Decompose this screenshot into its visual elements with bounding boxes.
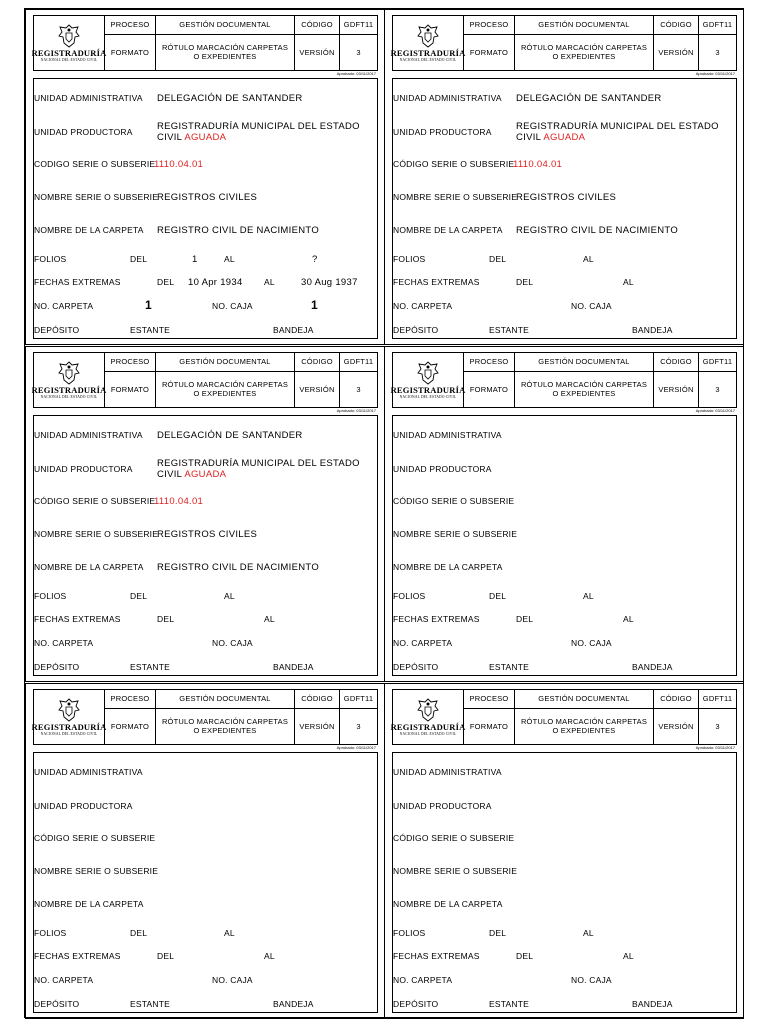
nombre-carpeta-value: REGISTRO CIVIL DE NACIMIENTO (516, 225, 679, 236)
folios-al-label: AL (224, 254, 235, 264)
formato-value: RÓTULO MARCACIÓN CARPETAS O EXPEDIENTES (156, 708, 295, 744)
label-body (392, 78, 737, 339)
municipio-value: AGUADA (184, 469, 227, 480)
version-value: 3 (340, 371, 378, 407)
bandeja-label: BANDEJA (273, 999, 314, 1009)
proceso-label: PROCESO (105, 16, 156, 35)
unidad-administrativa-label: UNIDAD ADMINISTRATIVA (393, 430, 502, 440)
codigo-value: GDFT11 (699, 690, 737, 709)
fechas-extremas-label: FECHAS EXTREMAS (393, 277, 480, 287)
logo (31, 690, 107, 745)
label-body (392, 752, 737, 1013)
formato-value: RÓTULO MARCACIÓN CARPETAS O EXPEDIENTES (515, 371, 654, 407)
no-carpeta-label: NO. CARPETA (393, 638, 453, 648)
version-value: 3 (699, 371, 737, 407)
nombre-serie-label: NOMBRE SERIE O SUBSERIE (34, 529, 159, 539)
formato-label: FORMATO (464, 371, 515, 407)
deposito-label: DEPÓSITO (393, 325, 439, 335)
coat-of-arms-icon (416, 698, 440, 722)
nombre-serie-label: NOMBRE SERIE O SUBSERIE (393, 192, 518, 202)
fechas-al-label: AL (623, 614, 634, 624)
logo-name: REGISTRADURÍA (390, 384, 466, 395)
version-label: VERSIÓN (654, 34, 699, 70)
codigo-label: CÓDIGO (654, 690, 699, 709)
version-label: VERSIÓN (295, 708, 340, 744)
estante-label: ESTANTE (130, 325, 170, 335)
folios-label: FOLIOS (34, 591, 67, 601)
proceso-label: PROCESO (464, 353, 515, 372)
no-carpeta-value: 1 (145, 298, 152, 312)
logo (31, 353, 107, 408)
codigo-value: GDFT11 (340, 16, 378, 35)
codigo-serie-label: CÓDIGO SERIE O SUBSERIE (393, 833, 515, 843)
codigo-value: GDFT11 (340, 353, 378, 372)
formato-label: FORMATO (464, 708, 515, 744)
formato-value: RÓTULO MARCACIÓN CARPETAS O EXPEDIENTES (156, 34, 295, 70)
nombre-carpeta-label: NOMBRE DE LA CARPETA (393, 899, 503, 909)
no-caja-value: 1 (311, 298, 318, 312)
bandeja-label: BANDEJA (273, 662, 314, 672)
fechas-al-label: AL (623, 951, 634, 961)
label-body (33, 752, 378, 1013)
fechas-del-label: DEL (157, 951, 175, 961)
logo-name: REGISTRADURÍA (31, 47, 107, 58)
codigo-serie-value: 1110.04.01 (154, 496, 204, 507)
formato-label: FORMATO (105, 34, 156, 70)
version-value: 3 (699, 34, 737, 70)
proceso-value: GESTIÓN DOCUMENTAL (156, 353, 295, 372)
unidad-productora-label: UNIDAD PRODUCTORA (393, 801, 492, 811)
bandeja-label: BANDEJA (632, 325, 673, 335)
folder-label-5 (25, 683, 385, 1019)
formato-value: RÓTULO MARCACIÓN CARPETAS O EXPEDIENTES (515, 708, 654, 744)
formato-label: FORMATO (105, 371, 156, 407)
form-header (392, 352, 737, 408)
unidad-productora-label: UNIDAD PRODUCTORA (34, 464, 133, 474)
folder-label-4 (384, 346, 744, 682)
no-carpeta-label: NO. CARPETA (34, 638, 94, 648)
version-label: VERSIÓN (295, 371, 340, 407)
nombre-carpeta-label: NOMBRE DE LA CARPETA (393, 225, 503, 235)
folios-del-label: DEL (130, 928, 148, 938)
coat-of-arms-icon (416, 361, 440, 385)
version-value: 3 (340, 708, 378, 744)
nombre-carpeta-label: NOMBRE DE LA CARPETA (34, 225, 144, 235)
municipio-value: AGUADA (543, 132, 586, 143)
fechas-extremas-label: FECHAS EXTREMAS (393, 614, 480, 624)
nombre-serie-value: REGISTROS CIVILES (157, 529, 258, 540)
codigo-label: CÓDIGO (295, 16, 340, 35)
codigo-serie-label: CÓDIGO SERIE O SUBSERIE (34, 496, 156, 506)
folios-al-label: AL (583, 254, 594, 264)
bandeja-label: BANDEJA (632, 662, 673, 672)
form-header (392, 15, 737, 71)
logo-subtitle: NACIONAL DEL ESTADO CIVIL (40, 394, 98, 399)
no-caja-label: NO. CAJA (212, 301, 253, 311)
folios-del-label: DEL (489, 928, 507, 938)
label-body (33, 415, 378, 676)
logo-subtitle: NACIONAL DEL ESTADO CIVIL (40, 731, 98, 736)
estante-label: ESTANTE (489, 662, 529, 672)
logo (390, 353, 466, 408)
logo-subtitle: NACIONAL DEL ESTADO CIVIL (399, 394, 457, 399)
unidad-productora-value: REGISTRADURÍA MUNICIPAL DEL ESTADO CIVIL AGUADA (157, 121, 360, 143)
proceso-value: GESTIÓN DOCUMENTAL (156, 690, 295, 709)
codigo-serie-value: 1110.04.01 (513, 159, 563, 170)
logo-subtitle: NACIONAL DEL ESTADO CIVIL (399, 57, 457, 62)
unidad-productora-value: REGISTRADURÍA MUNICIPAL DEL ESTADO CIVIL AGUADA (516, 121, 719, 143)
logo-name: REGISTRADURÍA (31, 721, 107, 732)
deposito-label: DEPÓSITO (393, 999, 439, 1009)
proceso-label: PROCESO (464, 16, 515, 35)
deposito-label: DEPÓSITO (34, 662, 80, 672)
codigo-label: CÓDIGO (654, 16, 699, 35)
deposito-label: DEPÓSITO (393, 662, 439, 672)
no-caja-label: NO. CAJA (571, 638, 612, 648)
nombre-carpeta-label: NOMBRE DE LA CARPETA (34, 562, 144, 572)
folios-al-value: ? (312, 254, 318, 265)
approval-date: Aprobado: 03/11/2017 (695, 408, 735, 413)
codigo-serie-label: CÓDIGO SERIE O SUBSERIE (34, 833, 156, 843)
no-carpeta-label: NO. CARPETA (393, 975, 453, 985)
unidad-productora-label: UNIDAD PRODUCTORA (393, 464, 492, 474)
version-value: 3 (340, 34, 378, 70)
estante-label: ESTANTE (489, 325, 529, 335)
folios-al-label: AL (224, 928, 235, 938)
nombre-carpeta-label: NOMBRE DE LA CARPETA (393, 562, 503, 572)
unidad-administrativa-label: UNIDAD ADMINISTRATIVA (393, 93, 502, 103)
unidad-administrativa-value: DELEGACIÓN DE SANTANDER (157, 93, 303, 104)
codigo-serie-value: 1110.04.01 (154, 159, 204, 170)
logo (390, 690, 466, 745)
folios-label: FOLIOS (393, 254, 426, 264)
nombre-serie-label: NOMBRE SERIE O SUBSERIE (393, 866, 518, 876)
folios-del-label: DEL (489, 254, 507, 264)
coat-of-arms-icon (57, 361, 81, 385)
coat-of-arms-icon (57, 24, 81, 48)
folios-label: FOLIOS (34, 254, 67, 264)
coat-of-arms-icon (57, 698, 81, 722)
no-caja-label: NO. CAJA (571, 301, 612, 311)
nombre-carpeta-value: REGISTRO CIVIL DE NACIMIENTO (157, 562, 320, 573)
logo-name: REGISTRADURÍA (390, 721, 466, 732)
nombre-serie-label: NOMBRE SERIE O SUBSERIE (34, 192, 159, 202)
unidad-productora-label: UNIDAD PRODUCTORA (393, 127, 492, 137)
coat-of-arms-icon (416, 24, 440, 48)
bandeja-label: BANDEJA (632, 999, 673, 1009)
fechas-extremas-label: FECHAS EXTREMAS (393, 951, 480, 961)
estante-label: ESTANTE (489, 999, 529, 1009)
approval-date: Aprobado: 03/11/2017 (336, 408, 376, 413)
proceso-value: GESTIÓN DOCUMENTAL (515, 353, 654, 372)
fechas-al-label: AL (264, 277, 275, 287)
unidad-administrativa-label: UNIDAD ADMINISTRATIVA (34, 767, 143, 777)
folios-del-label: DEL (130, 254, 148, 264)
proceso-label: PROCESO (105, 353, 156, 372)
nombre-serie-label: NOMBRE SERIE O SUBSERIE (393, 529, 518, 539)
nombre-serie-value: REGISTROS CIVILES (157, 192, 258, 203)
no-carpeta-label: NO. CARPETA (393, 301, 453, 311)
codigo-label: CÓDIGO (295, 353, 340, 372)
unidad-administrativa-value: DELEGACIÓN DE SANTANDER (516, 93, 662, 104)
no-caja-label: NO. CAJA (571, 975, 612, 985)
approval-date: Aprobado: 03/11/2017 (336, 745, 376, 750)
proceso-value: GESTIÓN DOCUMENTAL (515, 690, 654, 709)
folios-del-label: DEL (130, 591, 148, 601)
folder-label-3 (25, 346, 385, 682)
logo (390, 16, 466, 71)
nombre-serie-label: NOMBRE SERIE O SUBSERIE (34, 866, 159, 876)
unidad-productora-value: REGISTRADURÍA MUNICIPAL DEL ESTADO CIVIL AGUADA (157, 458, 360, 480)
label-sheet (24, 8, 744, 1018)
fechas-extremas-label: FECHAS EXTREMAS (34, 277, 121, 287)
fechas-al-value: 30 Aug 1937 (301, 277, 358, 288)
proceso-label: PROCESO (105, 690, 156, 709)
codigo-value: GDFT11 (340, 690, 378, 709)
version-label: VERSIÓN (654, 708, 699, 744)
form-header (33, 689, 378, 745)
version-value: 3 (699, 708, 737, 744)
proceso-value: GESTIÓN DOCUMENTAL (515, 16, 654, 35)
approval-date: Aprobado: 03/11/2017 (695, 71, 735, 76)
approval-date: Aprobado: 03/11/2017 (336, 71, 376, 76)
unidad-administrativa-label: UNIDAD ADMINISTRATIVA (34, 430, 143, 440)
unidad-administrativa-label: UNIDAD ADMINISTRATIVA (34, 93, 143, 103)
folios-del-label: DEL (489, 591, 507, 601)
estante-label: ESTANTE (130, 999, 170, 1009)
folios-label: FOLIOS (393, 591, 426, 601)
codigo-value: GDFT11 (699, 16, 737, 35)
formato-value: RÓTULO MARCACIÓN CARPETAS O EXPEDIENTES (515, 34, 654, 70)
formato-label: FORMATO (464, 34, 515, 70)
fechas-extremas-label: FECHAS EXTREMAS (34, 614, 121, 624)
unidad-administrativa-label: UNIDAD ADMINISTRATIVA (393, 767, 502, 777)
folios-al-label: AL (583, 928, 594, 938)
unidad-productora-label: UNIDAD PRODUCTORA (34, 801, 133, 811)
codigo-serie-label: CODIGO SERIE O SUBSERIE (34, 159, 156, 169)
bandeja-label: BANDEJA (273, 325, 314, 335)
folios-label: FOLIOS (393, 928, 426, 938)
unidad-administrativa-value: DELEGACIÓN DE SANTANDER (157, 430, 303, 441)
nombre-serie-value: REGISTROS CIVILES (516, 192, 617, 203)
folder-label-1 (25, 9, 385, 345)
no-caja-label: NO. CAJA (212, 975, 253, 985)
no-caja-label: NO. CAJA (212, 638, 253, 648)
version-label: VERSIÓN (295, 34, 340, 70)
folios-al-label: AL (583, 591, 594, 601)
label-body (392, 415, 737, 676)
proceso-label: PROCESO (464, 690, 515, 709)
fechas-del-label: DEL (157, 614, 175, 624)
logo-name: REGISTRADURÍA (390, 47, 466, 58)
nombre-carpeta-value: REGISTRO CIVIL DE NACIMIENTO (157, 225, 320, 236)
label-body (33, 78, 378, 339)
approval-date: Aprobado: 03/11/2017 (695, 745, 735, 750)
folder-label-2 (384, 9, 744, 345)
fechas-del-value: 10 Apr 1934 (188, 277, 243, 288)
formato-value: RÓTULO MARCACIÓN CARPETAS O EXPEDIENTES (156, 371, 295, 407)
fechas-al-label: AL (264, 614, 275, 624)
codigo-label: CÓDIGO (654, 353, 699, 372)
logo-name: REGISTRADURÍA (31, 384, 107, 395)
deposito-label: DEPÓSITO (34, 325, 80, 335)
codigo-value: GDFT11 (699, 353, 737, 372)
formato-label: FORMATO (105, 708, 156, 744)
folios-al-label: AL (224, 591, 235, 601)
fechas-del-label: DEL (516, 951, 534, 961)
folios-label: FOLIOS (34, 928, 67, 938)
fechas-del-label: DEL (516, 614, 534, 624)
fechas-al-label: AL (264, 951, 275, 961)
logo (31, 16, 107, 71)
nombre-carpeta-label: NOMBRE DE LA CARPETA (34, 899, 144, 909)
codigo-serie-label: CÓDIGO SERIE O SUBSERIE (393, 159, 515, 169)
fechas-al-label: AL (623, 277, 634, 287)
estante-label: ESTANTE (130, 662, 170, 672)
codigo-serie-label: CÓDIGO SERIE O SUBSERIE (393, 496, 515, 506)
folder-label-6 (384, 683, 744, 1019)
form-header (33, 15, 378, 71)
proceso-value: GESTIÓN DOCUMENTAL (156, 16, 295, 35)
no-carpeta-label: NO. CARPETA (34, 301, 94, 311)
fechas-del-label: DEL (516, 277, 534, 287)
unidad-productora-label: UNIDAD PRODUCTORA (34, 127, 133, 137)
form-header (33, 352, 378, 408)
fechas-extremas-label: FECHAS EXTREMAS (34, 951, 121, 961)
fechas-del-label: DEL (157, 277, 175, 287)
logo-subtitle: NACIONAL DEL ESTADO CIVIL (40, 57, 98, 62)
deposito-label: DEPÓSITO (34, 999, 80, 1009)
municipio-value: AGUADA (184, 132, 227, 143)
version-label: VERSIÓN (654, 371, 699, 407)
folios-del-value: 1 (192, 254, 198, 265)
no-carpeta-label: NO. CARPETA (34, 975, 94, 985)
codigo-label: CÓDIGO (295, 690, 340, 709)
form-header (392, 689, 737, 745)
logo-subtitle: NACIONAL DEL ESTADO CIVIL (399, 731, 457, 736)
